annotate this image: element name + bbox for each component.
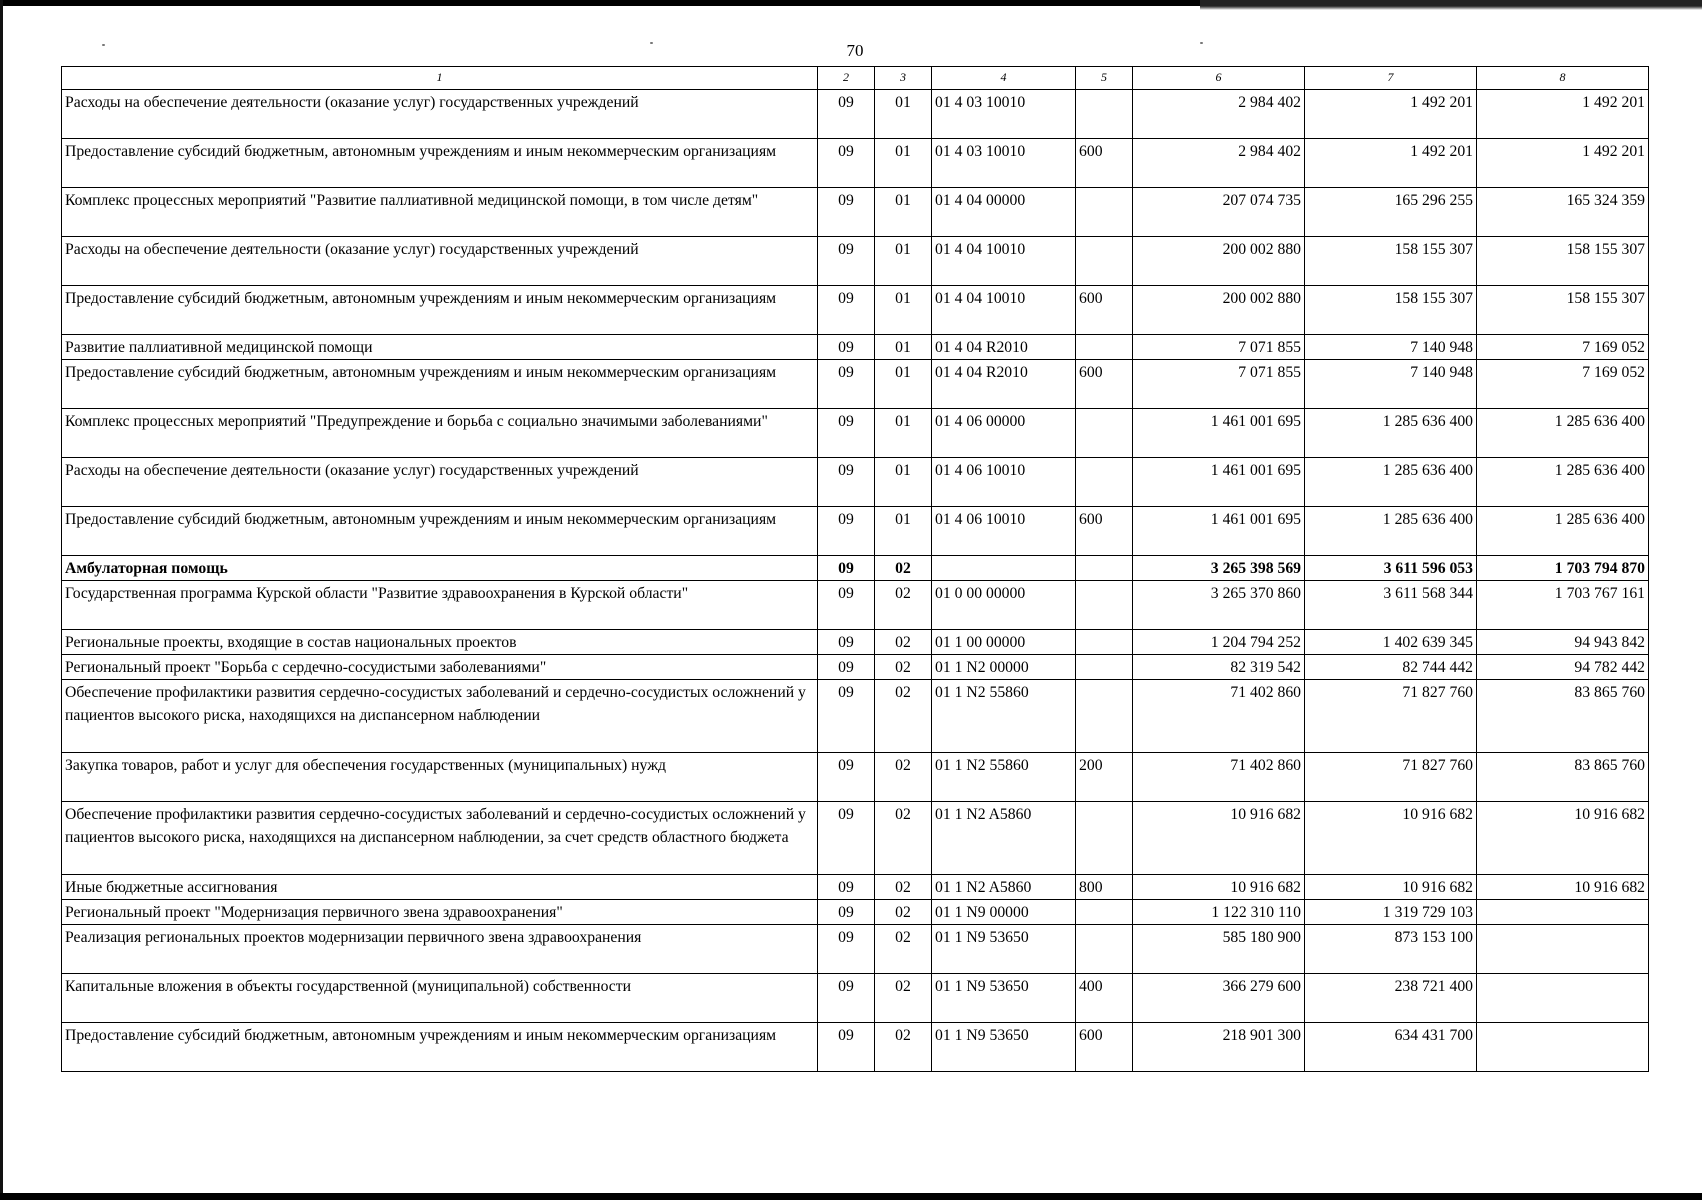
row-expense-type — [1076, 458, 1133, 507]
row-section: 09 — [818, 900, 875, 925]
row-target-article: 01 4 04 R2010 — [932, 360, 1076, 409]
row-amount-col8: 1 285 636 400 — [1477, 458, 1649, 507]
row-name: Обеспечение профилактики развития сердечно-сосудистых заболеваний и сердечно-сосудистых осложнений у пациентов высокого риска, находящихся на диспансерном наблюдении — [62, 680, 818, 753]
row-name: Амбулаторная помощь — [62, 556, 818, 581]
row-subsection: 01 — [875, 286, 932, 335]
row-section: 09 — [818, 188, 875, 237]
row-expense-type — [1076, 630, 1133, 655]
table-row — [62, 802, 1649, 875]
row-amount-col7: 10 916 682 — [1305, 802, 1477, 875]
row-expense-type — [1076, 409, 1133, 458]
row-expense-type: 600 — [1076, 360, 1133, 409]
header-row — [62, 67, 1649, 90]
row-amount-col6: 71 402 860 — [1133, 680, 1305, 753]
row-amount-col7: 3 611 568 344 — [1305, 581, 1477, 630]
row-amount-col6: 585 180 900 — [1133, 925, 1305, 974]
row-amount-col8: 7 169 052 — [1477, 360, 1649, 409]
row-section: 09 — [818, 556, 875, 581]
row-name: Государственная программа Курской области "Развитие здравоохранения в Курской области" — [62, 581, 818, 630]
row-amount-col7: 158 155 307 — [1305, 237, 1477, 286]
column-header: 4 — [932, 67, 1076, 90]
row-subsection: 01 — [875, 409, 932, 458]
row-subsection: 02 — [875, 655, 932, 680]
row-section: 09 — [818, 1023, 875, 1072]
row-target-article: 01 1 N9 53650 — [932, 1023, 1076, 1072]
row-target-article: 01 1 N9 00000 — [932, 900, 1076, 925]
row-amount-col7: 165 296 255 — [1305, 188, 1477, 237]
row-target-article: 01 0 00 00000 — [932, 581, 1076, 630]
row-expense-type: 600 — [1076, 507, 1133, 556]
row-expense-type: 400 — [1076, 974, 1133, 1023]
row-amount-col8 — [1477, 1023, 1649, 1072]
row-amount-col8 — [1477, 925, 1649, 974]
row-target-article: 01 1 N2 55860 — [932, 753, 1076, 802]
row-amount-col8: 10 916 682 — [1477, 802, 1649, 875]
table-row — [62, 1023, 1649, 1072]
row-section: 09 — [818, 335, 875, 360]
table-row — [62, 753, 1649, 802]
row-amount-col7: 71 827 760 — [1305, 680, 1477, 753]
row-amount-col7: 873 153 100 — [1305, 925, 1477, 974]
row-section: 09 — [818, 925, 875, 974]
row-subsection: 02 — [875, 900, 932, 925]
row-section: 09 — [818, 286, 875, 335]
row-amount-col6: 207 074 735 — [1133, 188, 1305, 237]
scan-speck — [1200, 42, 1203, 44]
row-target-article — [932, 556, 1076, 581]
row-name: Предоставление субсидий бюджетным, автономным учреждениям и иным некоммерческим организациям — [62, 507, 818, 556]
row-amount-col6: 1 204 794 252 — [1133, 630, 1305, 655]
row-amount-col7: 7 140 948 — [1305, 360, 1477, 409]
row-target-article: 01 1 N9 53650 — [932, 974, 1076, 1023]
row-amount-col8: 1 285 636 400 — [1477, 507, 1649, 556]
row-section: 09 — [818, 753, 875, 802]
row-target-article: 01 4 06 10010 — [932, 458, 1076, 507]
row-subsection: 02 — [875, 753, 932, 802]
row-amount-col8: 83 865 760 — [1477, 753, 1649, 802]
row-expense-type — [1076, 90, 1133, 139]
row-amount-col8: 1 703 794 870 — [1477, 556, 1649, 581]
row-section: 09 — [818, 90, 875, 139]
row-section: 09 — [818, 974, 875, 1023]
column-header: 7 — [1305, 67, 1477, 90]
row-target-article: 01 1 N2 A5860 — [932, 875, 1076, 900]
row-amount-col7: 1 285 636 400 — [1305, 507, 1477, 556]
row-section: 09 — [818, 409, 875, 458]
table-row — [62, 237, 1649, 286]
row-amount-col8: 94 943 842 — [1477, 630, 1649, 655]
row-section: 09 — [818, 360, 875, 409]
row-section: 09 — [818, 507, 875, 556]
row-amount-col7: 82 744 442 — [1305, 655, 1477, 680]
row-section: 09 — [818, 237, 875, 286]
table-row — [62, 409, 1649, 458]
row-amount-col6: 2 984 402 — [1133, 90, 1305, 139]
row-target-article: 01 4 04 R2010 — [932, 335, 1076, 360]
row-expense-type — [1076, 556, 1133, 581]
row-name: Капитальные вложения в объекты государственной (муниципальной) собственности — [62, 974, 818, 1023]
row-target-article: 01 1 N2 55860 — [932, 680, 1076, 753]
row-target-article: 01 4 06 00000 — [932, 409, 1076, 458]
row-amount-col7: 1 319 729 103 — [1305, 900, 1477, 925]
row-expense-type: 600 — [1076, 139, 1133, 188]
row-expense-type: 600 — [1076, 286, 1133, 335]
row-expense-type: 800 — [1076, 875, 1133, 900]
row-target-article: 01 1 N2 00000 — [932, 655, 1076, 680]
row-amount-col7: 10 916 682 — [1305, 875, 1477, 900]
row-name: Обеспечение профилактики развития сердечно-сосудистых заболеваний и сердечно-сосудистых осложнений у пациентов высокого риска, находящихся на диспансерном наблюдении, за счет средств областного бюджета — [62, 802, 818, 875]
row-target-article: 01 4 06 10010 — [932, 507, 1076, 556]
table-row — [62, 680, 1649, 753]
row-amount-col7: 1 492 201 — [1305, 139, 1477, 188]
column-header: 2 — [818, 67, 875, 90]
row-name: Расходы на обеспечение деятельности (оказание услуг) государственных учреждений — [62, 458, 818, 507]
row-amount-col8: 1 492 201 — [1477, 139, 1649, 188]
row-amount-col6: 1 461 001 695 — [1133, 458, 1305, 507]
row-subsection: 01 — [875, 90, 932, 139]
row-target-article: 01 1 N2 A5860 — [932, 802, 1076, 875]
row-section: 09 — [818, 581, 875, 630]
row-amount-col8 — [1477, 974, 1649, 1023]
row-target-article: 01 4 03 10010 — [932, 139, 1076, 188]
row-subsection: 02 — [875, 925, 932, 974]
column-header: 8 — [1477, 67, 1649, 90]
scan-edge-bottom — [0, 1193, 1702, 1200]
row-subsection: 02 — [875, 802, 932, 875]
row-subsection: 02 — [875, 581, 932, 630]
row-subsection: 02 — [875, 680, 932, 753]
row-name: Реализация региональных проектов модернизации первичного звена здравоохранения — [62, 925, 818, 974]
row-amount-col6: 3 265 398 569 — [1133, 556, 1305, 581]
row-section: 09 — [818, 680, 875, 753]
row-expense-type: 600 — [1076, 1023, 1133, 1072]
row-expense-type — [1076, 335, 1133, 360]
scan-speck — [102, 44, 105, 46]
row-amount-col8: 165 324 359 — [1477, 188, 1649, 237]
row-amount-col6: 1 461 001 695 — [1133, 409, 1305, 458]
row-amount-col7: 1 285 636 400 — [1305, 458, 1477, 507]
row-amount-col6: 10 916 682 — [1133, 802, 1305, 875]
row-target-article: 01 4 04 00000 — [932, 188, 1076, 237]
row-section: 09 — [818, 875, 875, 900]
table-row — [62, 900, 1649, 925]
table-row — [62, 139, 1649, 188]
row-expense-type: 200 — [1076, 753, 1133, 802]
row-expense-type — [1076, 925, 1133, 974]
row-section: 09 — [818, 458, 875, 507]
row-target-article: 01 4 04 10010 — [932, 286, 1076, 335]
row-amount-col6: 200 002 880 — [1133, 237, 1305, 286]
table-body — [62, 90, 1649, 1072]
scan-speck — [650, 42, 653, 44]
row-amount-col7: 634 431 700 — [1305, 1023, 1477, 1072]
row-name: Комплекс процессных мероприятий "Предупреждение и борьба с социально значимыми заболеваниями" — [62, 409, 818, 458]
row-amount-col7: 3 611 596 053 — [1305, 556, 1477, 581]
row-amount-col6: 10 916 682 — [1133, 875, 1305, 900]
row-section: 09 — [818, 630, 875, 655]
column-header: 5 — [1076, 67, 1133, 90]
table-row — [62, 188, 1649, 237]
row-subsection: 01 — [875, 237, 932, 286]
row-amount-col7: 71 827 760 — [1305, 753, 1477, 802]
table-row — [62, 458, 1649, 507]
table-row — [62, 90, 1649, 139]
row-name: Расходы на обеспечение деятельности (оказание услуг) государственных учреждений — [62, 237, 818, 286]
row-expense-type — [1076, 237, 1133, 286]
row-name: Региональный проект "Борьба с сердечно-сосудистыми заболеваниями" — [62, 655, 818, 680]
row-section: 09 — [818, 139, 875, 188]
row-amount-col8: 94 782 442 — [1477, 655, 1649, 680]
row-amount-col6: 82 319 542 — [1133, 655, 1305, 680]
row-amount-col6: 71 402 860 — [1133, 753, 1305, 802]
table-row — [62, 507, 1649, 556]
table-row — [62, 286, 1649, 335]
row-amount-col7: 158 155 307 — [1305, 286, 1477, 335]
row-target-article: 01 4 04 10010 — [932, 237, 1076, 286]
row-amount-col6: 7 071 855 — [1133, 335, 1305, 360]
table-row — [62, 875, 1649, 900]
row-name: Комплекс процессных мероприятий "Развитие паллиативной медицинской помощи, в том числе детям" — [62, 188, 818, 237]
row-name: Предоставление субсидий бюджетным, автономным учреждениям и иным некоммерческим организациям — [62, 286, 818, 335]
row-amount-col6: 1 461 001 695 — [1133, 507, 1305, 556]
row-target-article: 01 4 03 10010 — [932, 90, 1076, 139]
row-amount-col8: 158 155 307 — [1477, 286, 1649, 335]
scan-edge-top-fade — [1200, 0, 1702, 10]
row-name: Региональные проекты, входящие в состав национальных проектов — [62, 630, 818, 655]
row-subsection: 02 — [875, 556, 932, 581]
row-name: Предоставление субсидий бюджетным, автономным учреждениям и иным некоммерческим организациям — [62, 1023, 818, 1072]
row-expense-type — [1076, 680, 1133, 753]
budget-table — [61, 66, 1649, 1072]
row-amount-col6: 200 002 880 — [1133, 286, 1305, 335]
row-amount-col7: 1 492 201 — [1305, 90, 1477, 139]
row-amount-col8 — [1477, 900, 1649, 925]
row-subsection: 01 — [875, 188, 932, 237]
row-amount-col8: 10 916 682 — [1477, 875, 1649, 900]
row-amount-col6: 3 265 370 860 — [1133, 581, 1305, 630]
row-amount-col8: 1 492 201 — [1477, 90, 1649, 139]
table-row — [62, 360, 1649, 409]
row-amount-col7: 238 721 400 — [1305, 974, 1477, 1023]
row-name: Расходы на обеспечение деятельности (оказание услуг) государственных учреждений — [62, 90, 818, 139]
row-amount-col8: 7 169 052 — [1477, 335, 1649, 360]
row-amount-col7: 7 140 948 — [1305, 335, 1477, 360]
row-amount-col8: 1 285 636 400 — [1477, 409, 1649, 458]
table-row — [62, 630, 1649, 655]
page-number: 70 — [846, 41, 864, 60]
row-name: Предоставление субсидий бюджетным, автономным учреждениям и иным некоммерческим организациям — [62, 139, 818, 188]
row-subsection: 01 — [875, 139, 932, 188]
row-amount-col7: 1 402 639 345 — [1305, 630, 1477, 655]
row-expense-type — [1076, 900, 1133, 925]
row-section: 09 — [818, 655, 875, 680]
row-name: Предоставление субсидий бюджетным, автономным учреждениям и иным некоммерческим организациям — [62, 360, 818, 409]
row-subsection: 02 — [875, 974, 932, 1023]
row-amount-col6: 2 984 402 — [1133, 139, 1305, 188]
row-subsection: 02 — [875, 1023, 932, 1072]
column-header: 1 — [62, 67, 818, 90]
row-subsection: 01 — [875, 335, 932, 360]
table-row — [62, 335, 1649, 360]
row-amount-col8: 1 703 767 161 — [1477, 581, 1649, 630]
row-amount-col7: 1 285 636 400 — [1305, 409, 1477, 458]
row-name: Иные бюджетные ассигнования — [62, 875, 818, 900]
column-header: 3 — [875, 67, 932, 90]
table-row — [62, 974, 1649, 1023]
row-subsection: 01 — [875, 507, 932, 556]
row-amount-col8: 158 155 307 — [1477, 237, 1649, 286]
row-subsection: 02 — [875, 875, 932, 900]
row-amount-col6: 1 122 310 110 — [1133, 900, 1305, 925]
row-amount-col8: 83 865 760 — [1477, 680, 1649, 753]
row-expense-type — [1076, 655, 1133, 680]
table-row — [62, 655, 1649, 680]
row-target-article: 01 1 N9 53650 — [932, 925, 1076, 974]
table-row — [62, 556, 1649, 581]
table-row — [62, 925, 1649, 974]
row-amount-col6: 218 901 300 — [1133, 1023, 1305, 1072]
row-name: Развитие паллиативной медицинской помощи — [62, 335, 818, 360]
row-subsection: 01 — [875, 458, 932, 507]
column-header: 6 — [1133, 67, 1305, 90]
table-row — [62, 581, 1649, 630]
row-amount-col6: 366 279 600 — [1133, 974, 1305, 1023]
row-expense-type — [1076, 188, 1133, 237]
row-amount-col6: 7 071 855 — [1133, 360, 1305, 409]
row-name: Региональный проект "Модернизация первичного звена здравоохранения" — [62, 900, 818, 925]
row-subsection: 02 — [875, 630, 932, 655]
row-subsection: 01 — [875, 360, 932, 409]
row-name: Закупка товаров, работ и услуг для обеспечения государственных (муниципальных) нужд — [62, 753, 818, 802]
row-section: 09 — [818, 802, 875, 875]
row-expense-type — [1076, 581, 1133, 630]
row-expense-type — [1076, 802, 1133, 875]
row-target-article: 01 1 00 00000 — [932, 630, 1076, 655]
scan-edge-left — [0, 0, 3, 1200]
